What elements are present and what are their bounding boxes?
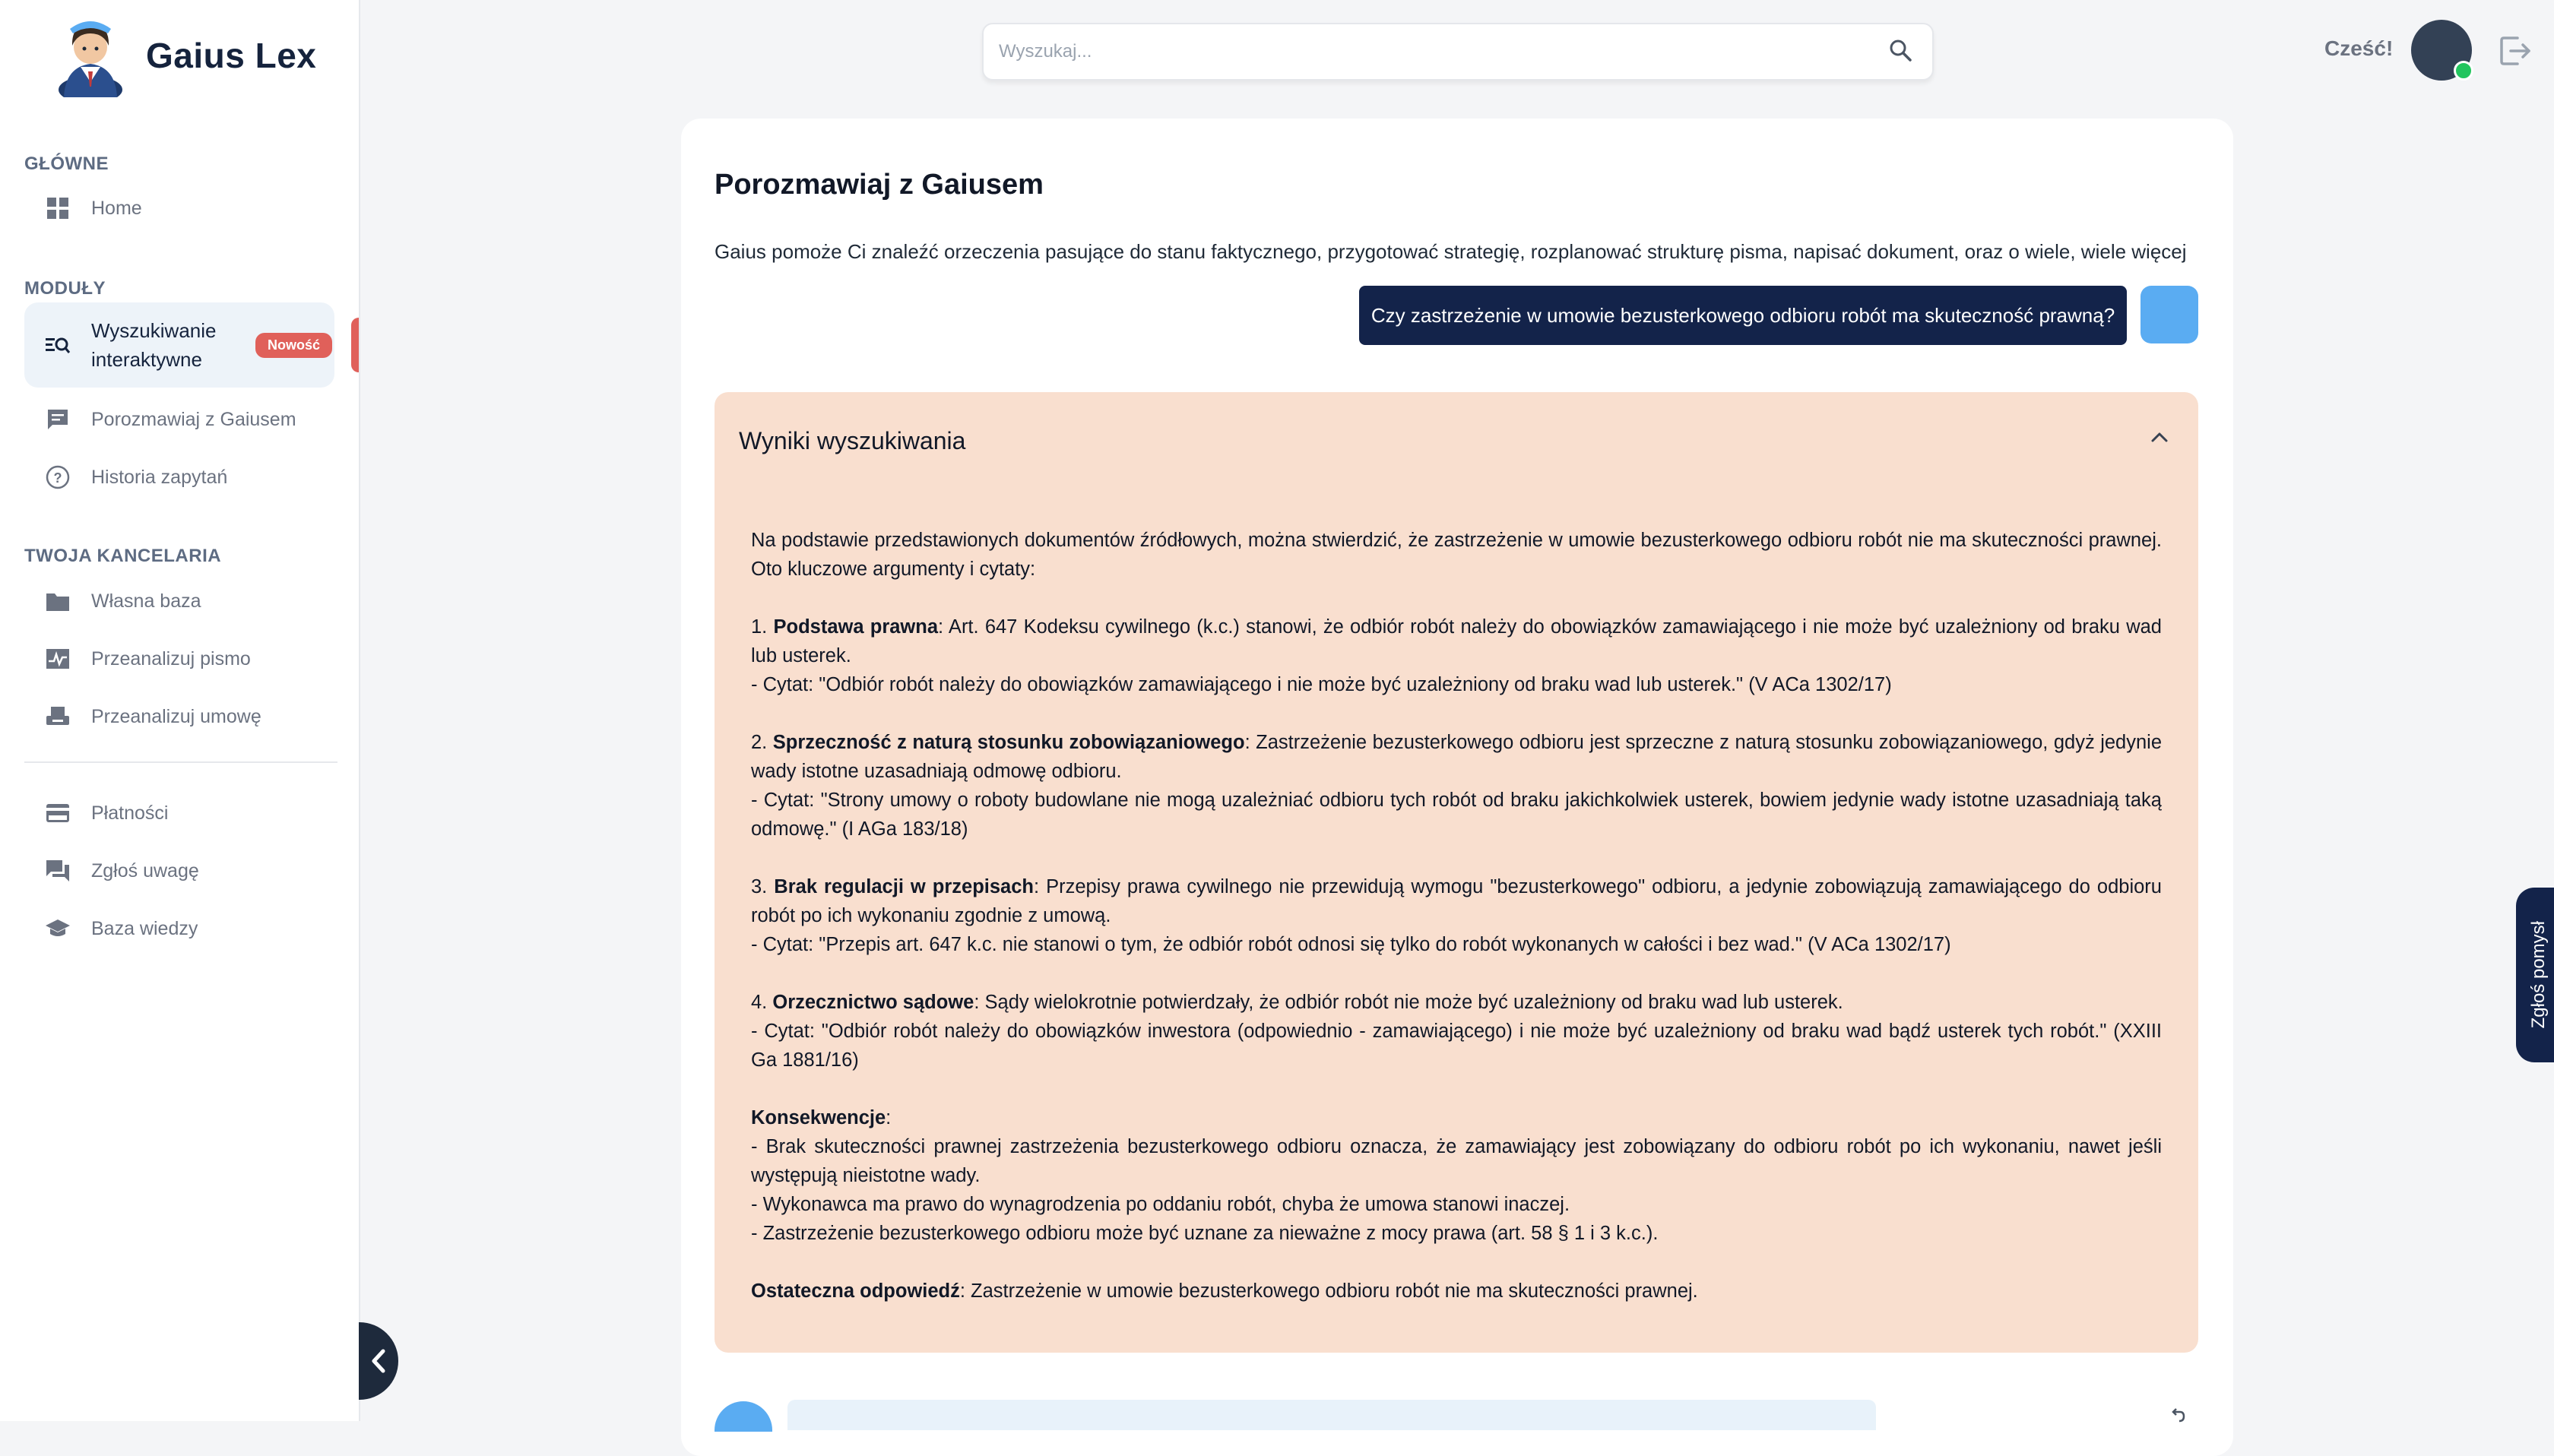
greeting-text: Cześć! bbox=[2324, 36, 2394, 60]
result-point-1 bbox=[751, 612, 2162, 699]
sidebar-item-payments[interactable] bbox=[24, 786, 334, 840]
results-intro: Na podstawie przedstawionych dokumentów źródłowych, można stwierdzić, że zastrzeżenie w umowie bezusterkowego odbioru robót nie ma skuteczności prawnej. Oto kluczowe argumenty i cytaty: bbox=[751, 530, 2162, 580]
final-answer bbox=[751, 1277, 2162, 1306]
results-title: Wyniki wyszukiwania bbox=[739, 427, 966, 454]
point-heading: Sprzeczność z naturą stosunku zobowiązaniowego bbox=[772, 732, 1245, 753]
help-circle-icon bbox=[44, 464, 71, 491]
app-name: Gaius Lex bbox=[146, 36, 317, 75]
logout-icon[interactable] bbox=[2498, 33, 2533, 68]
point-quote: - Cytat: "Odbiór robót należy do obowiązków inwestora (odpowiednio - zamawiającego) i nie może być uzależniony od braku wad bądź usterek tych robót." (XXIII Ga 1881/16) bbox=[751, 1021, 2162, 1071]
sidebar-item-label: Home bbox=[91, 197, 142, 219]
sidebar-item-analyze-contract[interactable] bbox=[24, 689, 334, 744]
sidebar-item-label: Wyszukiwanie interaktywne bbox=[91, 319, 217, 371]
search-results-panel bbox=[715, 392, 2198, 1353]
sidebar-item-label: Płatności bbox=[91, 802, 169, 824]
sidebar-item-label: Historia zapytań bbox=[91, 466, 228, 488]
consequence-item: - Brak skuteczności prawnej zastrzeżenia bezusterkowego odbioru oznacza, że zamawiający jest zobowiązany do odbioru robót po ich wykonaniu, nawet jeśli występują nieistotne wady. bbox=[751, 1136, 2162, 1186]
undo-icon[interactable] bbox=[2169, 1407, 2186, 1423]
printer-icon bbox=[44, 703, 71, 730]
consequence-item: - Zastrzeżenie bezusterkowego odbioru może być uznane za nieważne z mocy prawa (art. 58 § 1 i 3 k.c.). bbox=[751, 1223, 1659, 1244]
search-input[interactable] bbox=[997, 40, 1852, 63]
search-list-icon bbox=[44, 331, 71, 359]
collapse-sidebar-button[interactable] bbox=[359, 1322, 398, 1400]
results-body bbox=[751, 526, 2162, 1334]
result-point-2 bbox=[751, 728, 2162, 844]
sidebar-item-label: Porozmawiaj z Gaiusem bbox=[91, 408, 296, 430]
sidebar-item-own-base[interactable] bbox=[24, 574, 334, 628]
point-quote: - Cytat: "Przepis art. 647 k.c. nie stanowi o tym, że odbiór robót odnosi się tylko do robót wykonanych w całości i bez wad." (V ACa 1302/17) bbox=[751, 934, 1951, 955]
sidebar-item-history[interactable] bbox=[24, 450, 334, 505]
point-text: : Przepisy prawa cywilnego nie przewidują wymogu "bezusterkowego" odbioru, a jedynie zobowiązują zamawiającego do odbioru robót po ich wykonaniu zgodnie z umową. bbox=[751, 876, 2162, 926]
sidebar-item-report[interactable] bbox=[24, 844, 334, 898]
sidebar-item-chat[interactable] bbox=[24, 392, 334, 447]
page-description: Gaius pomoże Ci znaleźć orzeczenia pasujące do stanu faktycznego, przygotować strategię, rozplanować strukturę pisma, napisać dokument, oraz o wiele, wiele więcej bbox=[715, 240, 2187, 263]
point-quote: - Cytat: "Odbiór robót należy do obowiązków zamawiającego i nie może być uzależniony od braku wad lub usterek." (V ACa 1302/17) bbox=[751, 674, 1892, 695]
analytics-icon bbox=[44, 645, 71, 673]
chevron-up-icon[interactable] bbox=[2150, 430, 2169, 444]
point-text: : Zastrzeżenie bezusterkowego odbioru jest sprzeczne z naturą stosunku zobowiązaniowego, gdyż jedynie wady istotne uzasadniają odmowę odbioru. bbox=[751, 732, 2163, 782]
search-icon[interactable] bbox=[1888, 38, 1912, 62]
consequences bbox=[751, 1103, 2162, 1248]
point-quote: - Cytat: "Strony umowy o roboty budowlane nie mogą uzależniać odbioru tych robót od braku jakichkolwiek usterek, bowiem jedynie wady istotne uzasadniają taką odmowę." (I AGa 183/18) bbox=[751, 790, 2162, 840]
sidebar-item-label: Własna baza bbox=[91, 590, 201, 612]
point-number: 2. bbox=[751, 732, 773, 753]
user-message-bubble: Czy zastrzeżenie w umowie bezusterkowego odbioru robót ma skuteczność prawną? bbox=[1359, 286, 2127, 345]
sidebar-divider bbox=[24, 761, 337, 763]
page-title: Porozmawiaj z Gaiusem bbox=[715, 169, 1044, 201]
grid-icon bbox=[44, 195, 71, 222]
result-point-3 bbox=[751, 872, 2162, 959]
section-label-modules: MODUŁY bbox=[24, 278, 106, 299]
credit-card-icon bbox=[44, 799, 71, 827]
sidebar-item-analyze-letter[interactable] bbox=[24, 631, 334, 686]
graduation-cap-icon bbox=[44, 915, 71, 942]
point-heading: Orzecznictwo sądowe bbox=[772, 992, 974, 1013]
user-message-avatar bbox=[2140, 286, 2198, 343]
point-number: 3. bbox=[751, 876, 775, 897]
sidebar bbox=[0, 0, 360, 1421]
point-number: 1. bbox=[751, 616, 774, 638]
feedback-tab-label: Zgłoś pomysł bbox=[2528, 921, 2549, 1029]
final-answer-heading: Ostateczna odpowiedź bbox=[751, 1280, 960, 1302]
assistant-message-bubble bbox=[787, 1400, 1876, 1430]
point-heading: Podstawa prawna bbox=[773, 616, 939, 638]
online-status-dot bbox=[2454, 61, 2473, 81]
forum-icon bbox=[44, 857, 71, 885]
sidebar-item-label: Przeanalizuj umowę bbox=[91, 705, 261, 727]
consequence-item: - Wykonawca ma prawo do wynagrodzenia po oddaniu robót, chyba że umowa stanowi inaczej. bbox=[751, 1194, 1570, 1215]
result-point-4 bbox=[751, 988, 2162, 1075]
svg-text:?: ? bbox=[53, 470, 62, 486]
section-label-office: TWOJA KANCELARIA bbox=[24, 546, 222, 566]
sidebar-item-label: Zgłoś uwagę bbox=[91, 859, 199, 882]
consequences-colon: : bbox=[886, 1107, 892, 1128]
active-item-marker bbox=[351, 318, 359, 372]
sidebar-item-label: Przeanalizuj pismo bbox=[91, 647, 251, 669]
folder-icon bbox=[44, 587, 71, 615]
sidebar-item-interactive-search[interactable] bbox=[24, 302, 334, 388]
point-text: : Sądy wielokrotnie potwierdzały, że odbiór robót nie może być uzależniony od braku wad lub usterek. bbox=[974, 992, 1843, 1013]
sidebar-item-knowledge[interactable] bbox=[24, 901, 334, 956]
sidebar-item-label: Baza wiedzy bbox=[91, 917, 198, 939]
section-label-main: GŁÓWNE bbox=[24, 154, 109, 174]
point-number: 4. bbox=[751, 992, 773, 1013]
chat-icon bbox=[44, 406, 71, 433]
app-logo[interactable] bbox=[49, 14, 316, 97]
sidebar-item-home[interactable] bbox=[24, 181, 334, 236]
point-heading: Brak regulacji w przepisach bbox=[774, 876, 1034, 897]
point-text: : Art. 647 Kodeksu cywilnego (k.c.) stanowi, że odbiór robót należy do obowiązków zamawiającego i nie może być uzależniony od braku wad lub usterek. bbox=[751, 616, 2162, 666]
new-badge: Nowość bbox=[255, 333, 332, 358]
final-answer-text: : Zastrzeżenie w umowie bezusterkowego odbioru robót nie ma skuteczności prawnej. bbox=[959, 1280, 1698, 1302]
feedback-tab[interactable] bbox=[2516, 888, 2554, 1062]
chevron-left-icon bbox=[370, 1348, 387, 1374]
search-bar bbox=[982, 23, 1934, 81]
gaius-avatar-icon bbox=[49, 14, 132, 97]
consequences-heading: Konsekwencje bbox=[751, 1107, 886, 1128]
